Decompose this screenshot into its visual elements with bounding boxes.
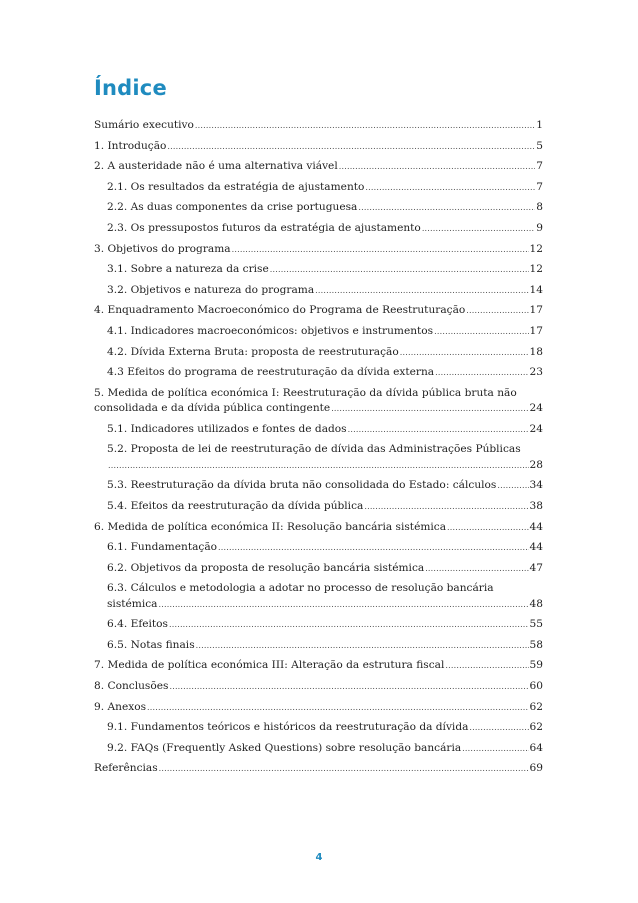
toc-entry-page: 55 <box>529 618 543 631</box>
toc-entry[interactable] <box>94 303 543 318</box>
toc-entry-page: 38 <box>529 499 543 512</box>
toc-entry[interactable] <box>94 283 543 298</box>
toc-entry-label: 3.1. Sobre a natureza da crise <box>107 263 269 276</box>
dot-leader <box>364 499 528 514</box>
dot-leader <box>445 658 528 673</box>
toc-entry-page: 58 <box>529 638 543 651</box>
dot-leader <box>315 283 528 298</box>
toc-entry-page: 60 <box>529 680 543 693</box>
toc-entry-label: 6.1. Fundamentação <box>107 541 218 554</box>
toc-entry-page: 44 <box>529 541 543 554</box>
toc-entry[interactable] <box>94 679 543 694</box>
toc-entry-page: 47 <box>529 561 543 574</box>
dot-leader <box>158 597 528 612</box>
toc-entry-page: 48 <box>529 597 543 610</box>
toc-entry-page: 24 <box>529 422 543 435</box>
toc-entry-label-line: 5. Medida de política económica I: Reestruturação da dívida pública bruta não <box>94 386 517 399</box>
toc-entry[interactable] <box>94 242 543 257</box>
toc-entry[interactable] <box>94 741 543 756</box>
toc-entry-label: 9. Anexos <box>94 700 147 713</box>
toc-entry-page: 12 <box>529 242 543 255</box>
toc-entry-page: 34 <box>529 479 543 492</box>
toc-entry-page: 9 <box>536 221 543 234</box>
toc-entry-page: 8 <box>536 201 543 214</box>
toc-entry[interactable] <box>94 180 543 195</box>
toc-entry-page: 5 <box>536 139 543 152</box>
toc-entry-label: 5.3. Reestruturação da dívida bruta não consolidada do Estado: cálculos <box>107 479 497 492</box>
dot-leader <box>167 139 535 154</box>
toc-entry-page: 64 <box>529 741 543 754</box>
toc-entry[interactable] <box>94 365 543 380</box>
toc-entry-label: 4.2. Dívida Externa Bruta: proposta de reestruturação <box>107 345 399 358</box>
toc-entry-label: 7. Medida de política económica III: Alteração da estrutura fiscal <box>94 659 445 672</box>
toc-entry[interactable] <box>94 159 543 174</box>
dot-leader <box>365 180 535 195</box>
dot-leader <box>232 242 529 257</box>
dot-leader <box>435 365 528 380</box>
dot-leader <box>425 561 528 576</box>
toc-entry-label: 2.3. Os pressupostos futuros da estratégia de ajustamento <box>107 221 421 234</box>
dot-leader <box>195 118 535 133</box>
toc-entry-page: 28 <box>529 458 543 471</box>
toc-entry-label: 3. Objetivos do programa <box>94 242 231 255</box>
toc-entry-label: 2.1. Os resultados da estratégia de ajustamento <box>107 180 365 193</box>
toc-entry-label: 4.3 Efeitos do programa de reestruturação da dívida externa <box>107 366 435 379</box>
toc-entry-label-line: 6.3. Cálculos e metodologia a adotar no processo de resolução bancária <box>107 582 494 595</box>
dot-leader <box>400 345 529 360</box>
toc-entry[interactable] <box>94 386 543 417</box>
dot-leader <box>462 741 528 756</box>
toc-entry-page: 62 <box>529 721 543 734</box>
dot-leader <box>147 700 529 715</box>
toc-entry-label: 1. Introdução <box>94 139 167 152</box>
toc-entry[interactable] <box>94 638 543 653</box>
toc-entry[interactable] <box>94 720 543 735</box>
toc-entry[interactable] <box>94 200 543 215</box>
toc-entry[interactable] <box>94 345 543 360</box>
toc-entry-label: consolidada e da dívida pública contingente <box>94 402 331 415</box>
toc-entry-page: 24 <box>529 402 543 415</box>
toc-entry-page: 12 <box>529 263 543 276</box>
toc-entry-label: 6.5. Notas finais <box>107 638 195 651</box>
toc-entry-label: Referências <box>94 762 158 775</box>
toc-entry[interactable] <box>94 262 543 277</box>
toc-entry[interactable] <box>94 617 543 632</box>
toc-entry[interactable] <box>94 561 543 576</box>
toc-entry-label: 6. Medida de política económica II: Resolução bancária sistémica <box>94 520 447 533</box>
dot-leader <box>466 303 528 318</box>
dot-leader <box>348 422 529 437</box>
toc-entry-page: 23 <box>529 366 543 379</box>
toc-entry-label: Sumário executivo <box>94 119 194 131</box>
toc-entry-page: 7 <box>536 180 543 193</box>
toc-entry[interactable] <box>94 422 543 437</box>
toc-entry[interactable] <box>94 581 543 612</box>
toc-entry-label: 3.2. Objetivos e natureza do programa <box>107 283 315 296</box>
page-number: 4 <box>315 852 323 863</box>
toc-entry-label: 2. A austeridade não é uma alternativa viável <box>94 160 338 173</box>
dot-leader <box>169 617 529 632</box>
toc-entry-label: 9.1. Fundamentos teóricos e históricos da reestruturação da dívida <box>107 721 469 734</box>
toc-entry-page: 17 <box>529 304 543 317</box>
dot-leader <box>196 638 529 653</box>
toc-entry-page: 62 <box>529 700 543 713</box>
dot-leader <box>434 324 528 339</box>
dot-leader <box>169 679 528 694</box>
toc-entry-page: 44 <box>529 520 543 533</box>
toc-entry-label: 6.4. Efeitos <box>107 618 168 631</box>
toc-entry-label: 5.1. Indicadores utilizados e fontes de dados <box>107 422 347 435</box>
toc-entry-page: 17 <box>529 324 543 337</box>
dot-leader <box>358 200 535 215</box>
toc-entry[interactable] <box>94 499 543 514</box>
dot-leader <box>159 761 529 776</box>
dot-leader <box>270 262 529 277</box>
page-title: Índice <box>94 76 167 100</box>
toc-entry-label: 4.1. Indicadores macroeconómicos: objetivos e instrumentos <box>107 324 434 337</box>
toc-entry[interactable] <box>94 520 543 535</box>
toc-entry-page: 1 <box>536 119 543 131</box>
toc-entry-label: 2.2. As duas componentes da crise portuguesa <box>107 201 358 214</box>
table-of-contents <box>94 118 543 782</box>
toc-entry[interactable] <box>94 118 543 133</box>
toc-entry[interactable] <box>94 221 543 236</box>
toc-entry[interactable] <box>94 442 543 473</box>
dot-leader <box>497 478 528 493</box>
toc-entry-page: 14 <box>529 283 543 296</box>
toc-entry[interactable] <box>94 478 543 493</box>
toc-entry-label: 6.2. Objetivos da proposta de resolução bancária sistémica <box>107 561 425 574</box>
dot-leader <box>469 720 528 735</box>
toc-entry-page: 7 <box>536 160 543 173</box>
dot-leader <box>331 401 528 416</box>
toc-entry[interactable] <box>94 540 543 555</box>
toc-entry-label: 8. Conclusões <box>94 680 169 693</box>
dot-leader <box>422 221 535 236</box>
dot-leader <box>218 540 529 555</box>
toc-entry[interactable] <box>94 700 543 715</box>
toc-entry-label: 9.2. FAQs (Frequently Asked Questions) sobre resolução bancária <box>107 741 462 754</box>
toc-entry-label: 4. Enquadramento Macroeconómico do Programa de Reestruturação <box>94 304 466 317</box>
dot-leader <box>108 458 529 473</box>
dot-leader <box>447 520 528 535</box>
toc-entry-page: 59 <box>529 659 543 672</box>
toc-entry-page: 18 <box>529 345 543 358</box>
toc-entry[interactable] <box>94 761 543 776</box>
dot-leader <box>339 159 536 174</box>
toc-entry-label-line: 5.2. Proposta de lei de reestruturação de dívida das Administrações Públicas <box>107 443 521 456</box>
toc-entry[interactable] <box>94 658 543 673</box>
toc-entry-label: sistémica <box>107 597 158 610</box>
toc-entry-page: 69 <box>529 762 543 775</box>
toc-entry[interactable] <box>94 324 543 339</box>
toc-entry-label: 5.4. Efeitos da reestruturação da dívida pública <box>107 499 364 512</box>
toc-entry[interactable] <box>94 139 543 154</box>
